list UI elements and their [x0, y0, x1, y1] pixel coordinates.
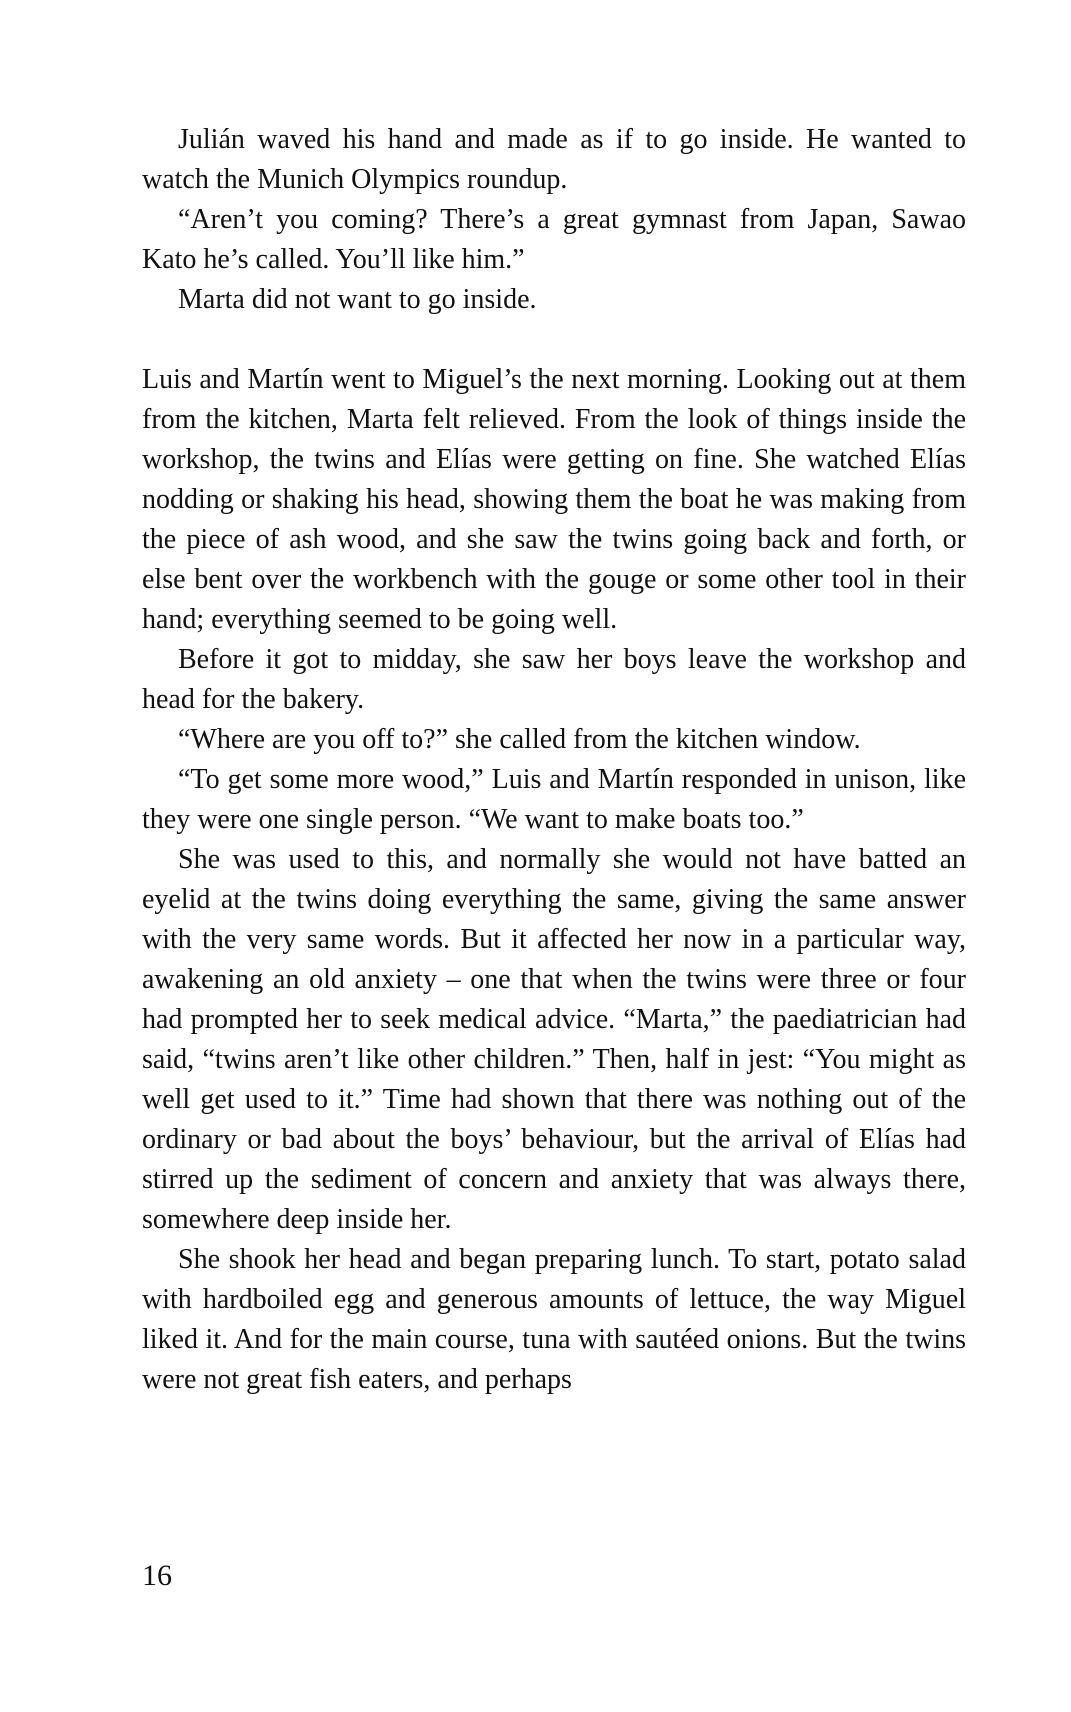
paragraph: She was used to this, and normally she would not have batted an eyelid at the twins doing everything the same, giving the same answer with the very same words. But it affected her now in a particular way, awakening an old anxiety – one that when the twins were three or four had prompted her to seek medical advice. “Marta,” the paediatrician had said, “twins aren’t like other children.” Then, half in jest: “You might as well get used to it.” Time had shown that there was nothing out of the ordinary or bad about the boys’ behaviour, but the arrival of Elías had stirred up the sediment of concern and anxiety that was always there, somewhere deep inside her. — [142, 844, 966, 1235]
page-number: 16 — [142, 1559, 172, 1592]
paragraph: Marta did not want to go inside. — [178, 284, 537, 315]
paragraph: She shook her head and began preparing lunch. To start, potato salad with hardboiled egg and generous amounts of lettuce, the way Miguel liked it. And for the main course, tuna with sautéed onions. But the twins were not great fish eaters, and perhaps — [142, 1244, 966, 1395]
paragraph: Before it got to midday, she saw her boys leave the workshop and head for the bakery. — [142, 644, 966, 715]
paragraph: Luis and Martín went to Miguel’s the next morning. Looking out at them from the kitchen, Marta felt relieved. From the look of things inside the workshop, the twins and Elías were getting on fine. She watched Elías nodding or shaking his head, showing them the boat he was making from the piece of ash wood, and she saw the twins going back and forth, or else bent over the workbench with the gouge or some other tool in their hand; everything seemed to be going well. — [142, 364, 966, 635]
paragraph: “Where are you off to?” she called from the kitchen window. — [178, 724, 861, 755]
paragraph: “To get some more wood,” Luis and Martín responded in unison, like they were one single person. “We want to make boats too.” — [142, 764, 966, 835]
body-text — [142, 120, 966, 1400]
paragraph: “Aren’t you coming? There’s a great gymnast from Japan, Sawao Kato he’s called. You’ll like him.” — [142, 204, 966, 275]
paragraph: Julián waved his hand and made as if to go inside. He wanted to watch the Munich Olympics roundup. — [142, 124, 966, 195]
